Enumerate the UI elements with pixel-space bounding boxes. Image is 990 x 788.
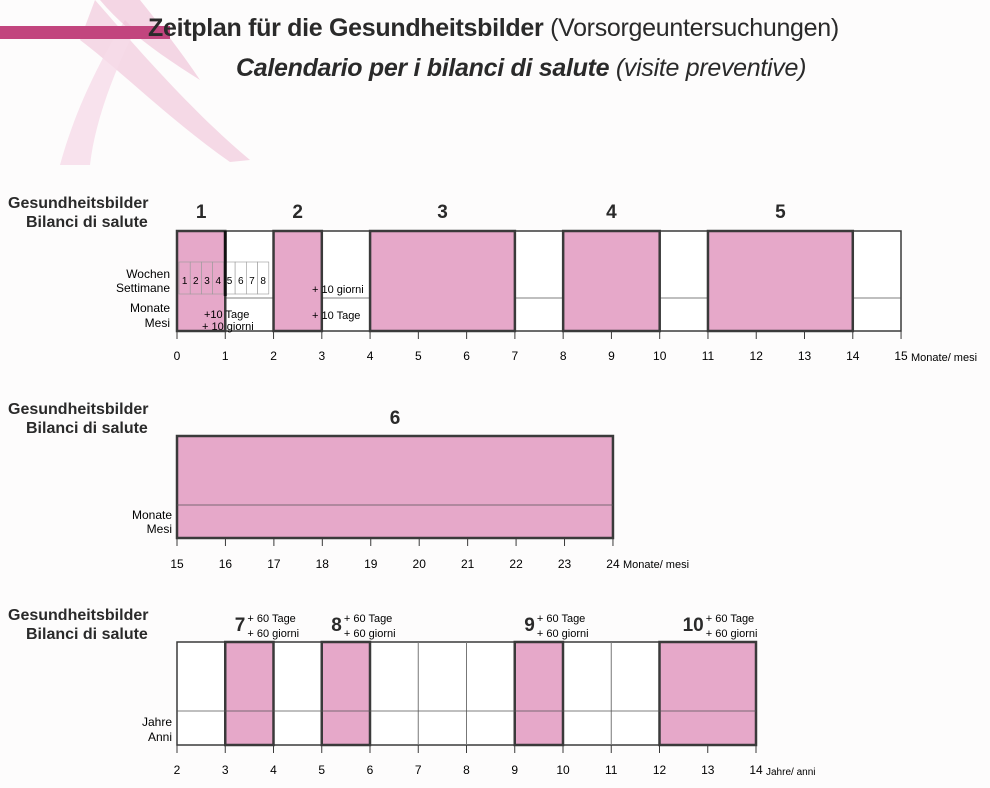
tick-label: 3 [318,349,326,363]
visit1-note-it: + 10 giorni [202,321,254,333]
tick-label: 14 [749,763,763,777]
tick-label: 7 [414,763,422,777]
tick-label: 15 [894,349,908,363]
tick-label: 21 [460,557,475,571]
visit-8-note-it: + 60 giorni [343,628,396,640]
visit-5-label: 5 [775,202,786,223]
timeline3-row-label-jahre: Jahre [141,715,172,729]
tick-label: 3 [221,763,229,777]
tick-label: 6 [366,763,374,777]
timeline1-row-label-settimane: Settimane [115,281,170,295]
visit-10-block [660,642,757,745]
visit-9-note-de: + 60 Tage [536,613,586,625]
timeline2-unit: Monate/ mesi [623,559,690,571]
visit-4-label: 4 [606,202,617,223]
week-label: 6 [237,276,244,287]
tick-label: 11 [701,349,715,363]
visit-6-label: 6 [389,408,401,429]
tick-label: 12 [652,763,667,777]
title-italian: Calendario per i bilanci di salute (visite preventive) [236,54,807,82]
tick-label: 4 [270,763,277,777]
tick-label: 12 [749,349,763,363]
week-label: 7 [249,276,255,287]
visit-8-block [322,642,370,745]
tick-label: 24 [606,557,620,571]
tick-label: 2 [270,349,277,363]
visit-10-note-de: + 60 Tage [705,613,755,625]
visit-9-label: 9 [524,615,535,636]
visit-7-block [225,642,273,745]
visit1-note-de: +10 Tage [204,309,250,321]
tick-label: 9 [511,763,519,777]
section-label-1: Gesundheitsbilder Bilanci di salute [8,195,149,231]
section-label-2: Gesundheitsbilder Bilanci di salute [8,401,149,437]
tick-label: 14 [846,349,860,363]
week-label: 4 [215,276,222,287]
visit2-note-it: + 10 giorni [312,284,364,296]
tick-label: 4 [366,349,374,363]
tick-label: 0 [173,349,181,363]
tick-label: 22 [509,557,523,571]
tick-label: 1 [221,349,229,363]
tick-label: 7 [511,349,519,363]
visit-10-label: 10 [682,615,704,636]
week-label: 1 [181,276,188,287]
timeline3-row-label-anni: Anni [147,730,172,744]
visit-9-note-it: + 60 giorni [536,628,589,640]
timeline3-unit: Jahre/ anni [766,767,816,778]
tick-label: 10 [556,763,570,777]
tick-label: 18 [315,557,329,571]
tick-label: 8 [463,763,470,777]
visit2-note-de: + 10 Tage [312,310,361,322]
tick-label: 8 [559,349,567,363]
timeline1-row-label-mesi: Mesi [144,316,170,330]
visit-8-note-de: + 60 Tage [343,613,393,625]
tick-label: 16 [218,557,233,571]
week-label: 2 [193,276,199,287]
visit-1-label: 1 [195,202,207,223]
visit-3-label: 3 [437,202,448,223]
tick-label: 10 [653,349,667,363]
tick-label: 11 [605,763,618,777]
timeline1-row-label-wochen: Wochen [126,267,170,281]
visit-9-block [515,642,563,745]
visit-8-label: 8 [331,615,342,636]
timeline1-unit: Monate/ mesi [911,352,978,364]
tick-label: 6 [463,349,470,363]
tick-label: 23 [557,557,572,571]
visit-7-note-de: + 60 Tage [247,613,296,625]
visit-7-note-it: + 60 giorni [247,628,300,640]
tick-label: 5 [318,763,326,777]
title-german: Zeitplan für die Gesundheitsbilder (Vorsorgeuntersuchungen) [148,14,839,42]
visit-10-note-it: + 60 giorni [705,628,758,640]
week-label: 5 [226,276,233,287]
tick-label: 5 [415,349,422,363]
week-label: 3 [204,276,210,287]
visit-7-label: 7 [234,615,246,636]
timeline2-row-label-monate: Monate [131,508,172,522]
tick-label: 2 [173,763,181,777]
timeline1-row-label-monate: Monate [129,301,170,315]
tick-label: 19 [364,557,378,571]
visit-2-label: 2 [292,202,303,223]
tick-label: 13 [797,349,812,363]
tick-label: 20 [412,557,426,571]
week-label: 8 [260,276,266,287]
timeline2-row-label-mesi: Mesi [146,522,172,536]
tick-label: 13 [701,763,715,777]
tick-label: 15 [170,557,184,571]
tick-label: 17 [267,557,281,571]
section-label-3: Gesundheitsbilder Bilanci di salute [8,607,149,643]
tick-label: 9 [608,349,615,363]
